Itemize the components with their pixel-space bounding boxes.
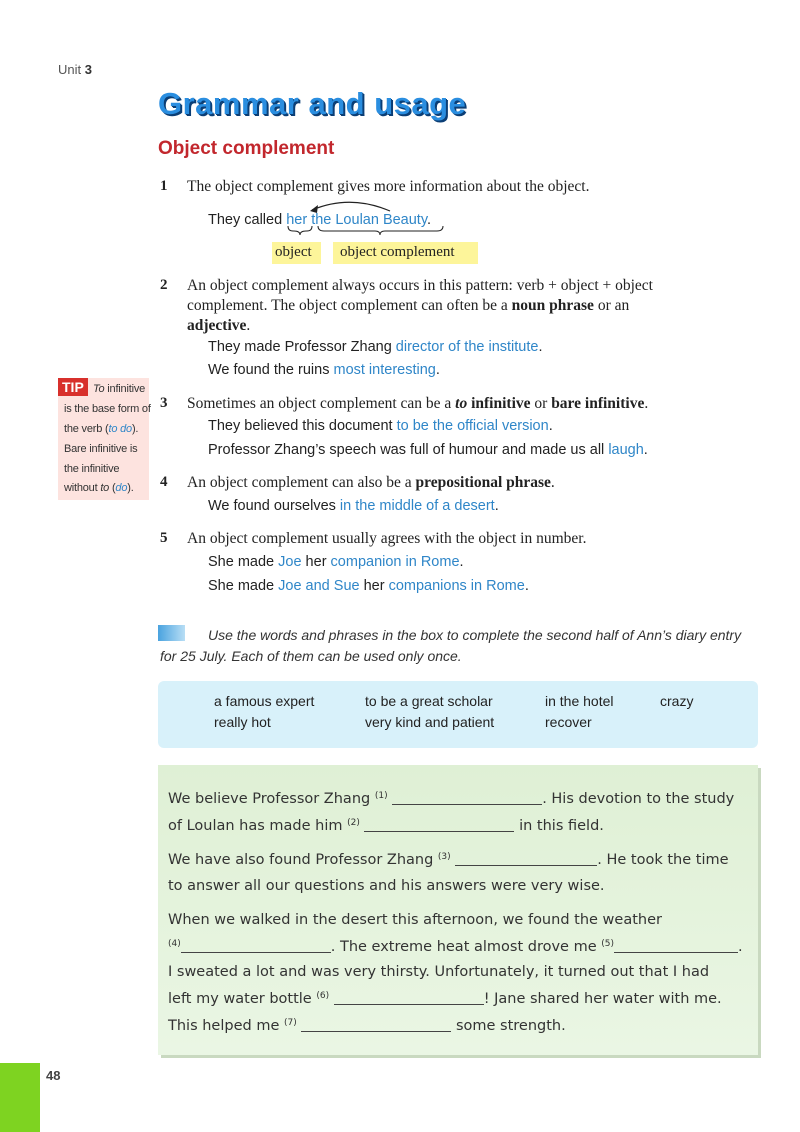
answer-blank-4[interactable] <box>181 938 331 953</box>
diary-entry-box <box>158 765 758 1055</box>
diary-line-9: This helped me $^{(7)}$ some strength. <box>168 1018 566 1034</box>
word-item: recover <box>545 714 592 730</box>
example-2b: We found the ruins most interesting. <box>208 362 440 378</box>
diary-line-5: When we walked in the desert this afternoon, we found the weather <box>168 912 662 928</box>
diary-line-4: to answer all our questions and his answers were very wise. <box>168 878 605 894</box>
unit-number: 3 <box>84 62 92 77</box>
rule-3-text: Sometimes an object complement can be a to infinitive or bare infinitive. <box>187 395 649 412</box>
label-object: object <box>275 244 312 260</box>
tip-line-2: is the base form of <box>64 403 151 415</box>
rule-number-5: 5 <box>160 530 168 546</box>
curved-arrow <box>312 202 390 211</box>
diary-line-3: We have also found Professor Zhang $^{(3)}$ . He took the time <box>168 852 729 868</box>
diary-line-7: I sweated a lot and was very thirsty. Unfortunately, it turned out that I had <box>168 964 710 980</box>
diary-line-1: We believe Professor Zhang $^{(1)}$ . His devotion to the study <box>168 791 735 807</box>
word-item: to be a great scholar <box>365 693 493 709</box>
tip-line-5: the infinitive <box>64 463 120 475</box>
rule-number-1: 1 <box>160 178 168 194</box>
unit-label-text: Unit <box>58 62 82 77</box>
page-number: 48 <box>46 1068 61 1083</box>
example-5a: She made Joe her companion in Rome. <box>208 554 464 570</box>
answer-blank-6[interactable] <box>334 990 484 1005</box>
word-item: really hot <box>214 714 271 730</box>
answer-blank-3[interactable] <box>455 851 597 866</box>
word-item: very kind and patient <box>365 714 495 730</box>
diary-line-2: of Loulan has made him $^{(2)}$ in this field. <box>168 818 604 834</box>
tip-label: TIP <box>58 378 88 396</box>
word-item: a famous expert <box>214 693 315 709</box>
rule-1-text: The object complement gives more information about the object. <box>187 178 590 195</box>
word-box <box>158 681 758 748</box>
rule-number-4: 4 <box>160 474 168 490</box>
example-1: They called her the Loulan Beauty. <box>208 212 432 228</box>
tip-line-4: Bare infinitive is <box>64 443 138 455</box>
example-4: We found ourselves in the middle of a desert. <box>208 498 499 514</box>
tip-line-3: the verb (to do). <box>64 423 139 435</box>
label-object-complement: object complement <box>340 244 455 260</box>
example-complement: the Loulan Beauty <box>311 212 428 228</box>
exercise-instruction: Use the words and phrases in the box to complete the second half of Ann’s diary entry for 25 July. Each of them can be used only once. <box>160 627 742 664</box>
rule-4-text: An object complement can also be a prepositional phrase. <box>187 474 555 491</box>
example-object: her <box>286 212 308 228</box>
tip-line-1: To infinitive <box>93 383 146 395</box>
rule-2-text: An object complement always occurs in this pattern: verb + object + object complement. The object complement can often be a noun phrase or an adjective. <box>187 277 653 334</box>
diary-line-8: left my water bottle $^{(6)}$ ! Jane shared her water with me. <box>168 991 722 1007</box>
page-title: Grammar and usage <box>158 86 467 121</box>
rule-number-3: 3 <box>160 395 168 411</box>
answer-blank-5[interactable] <box>614 938 738 953</box>
answer-blank-2[interactable] <box>364 817 514 832</box>
tip-line-6: without to (do). <box>64 482 134 494</box>
word-item: in the hotel <box>545 693 614 709</box>
answer-blank-1[interactable] <box>392 790 542 805</box>
word-item: crazy <box>660 693 694 709</box>
example-5b: She made Joe and Sue her companions in Rome. <box>208 578 529 594</box>
unit-label <box>58 62 92 77</box>
answer-blank-7[interactable] <box>301 1017 451 1032</box>
rule-number-2: 2 <box>160 277 168 293</box>
diary-line-6: $^{(4)}$ . The extreme heat almost drove me $^{(5)}$ . <box>168 939 743 955</box>
rule-5-text: An object complement usually agrees with the object in number. <box>187 530 587 547</box>
example-3b: Professor Zhang’s speech was full of humour and made us all laugh. <box>208 442 648 458</box>
example-3a: They believed this document to be the official version. <box>208 418 553 434</box>
section-title: Object complement <box>158 138 335 159</box>
example-2a: They made Professor Zhang director of the institute. <box>208 339 543 355</box>
footer-bar <box>0 1066 40 1132</box>
